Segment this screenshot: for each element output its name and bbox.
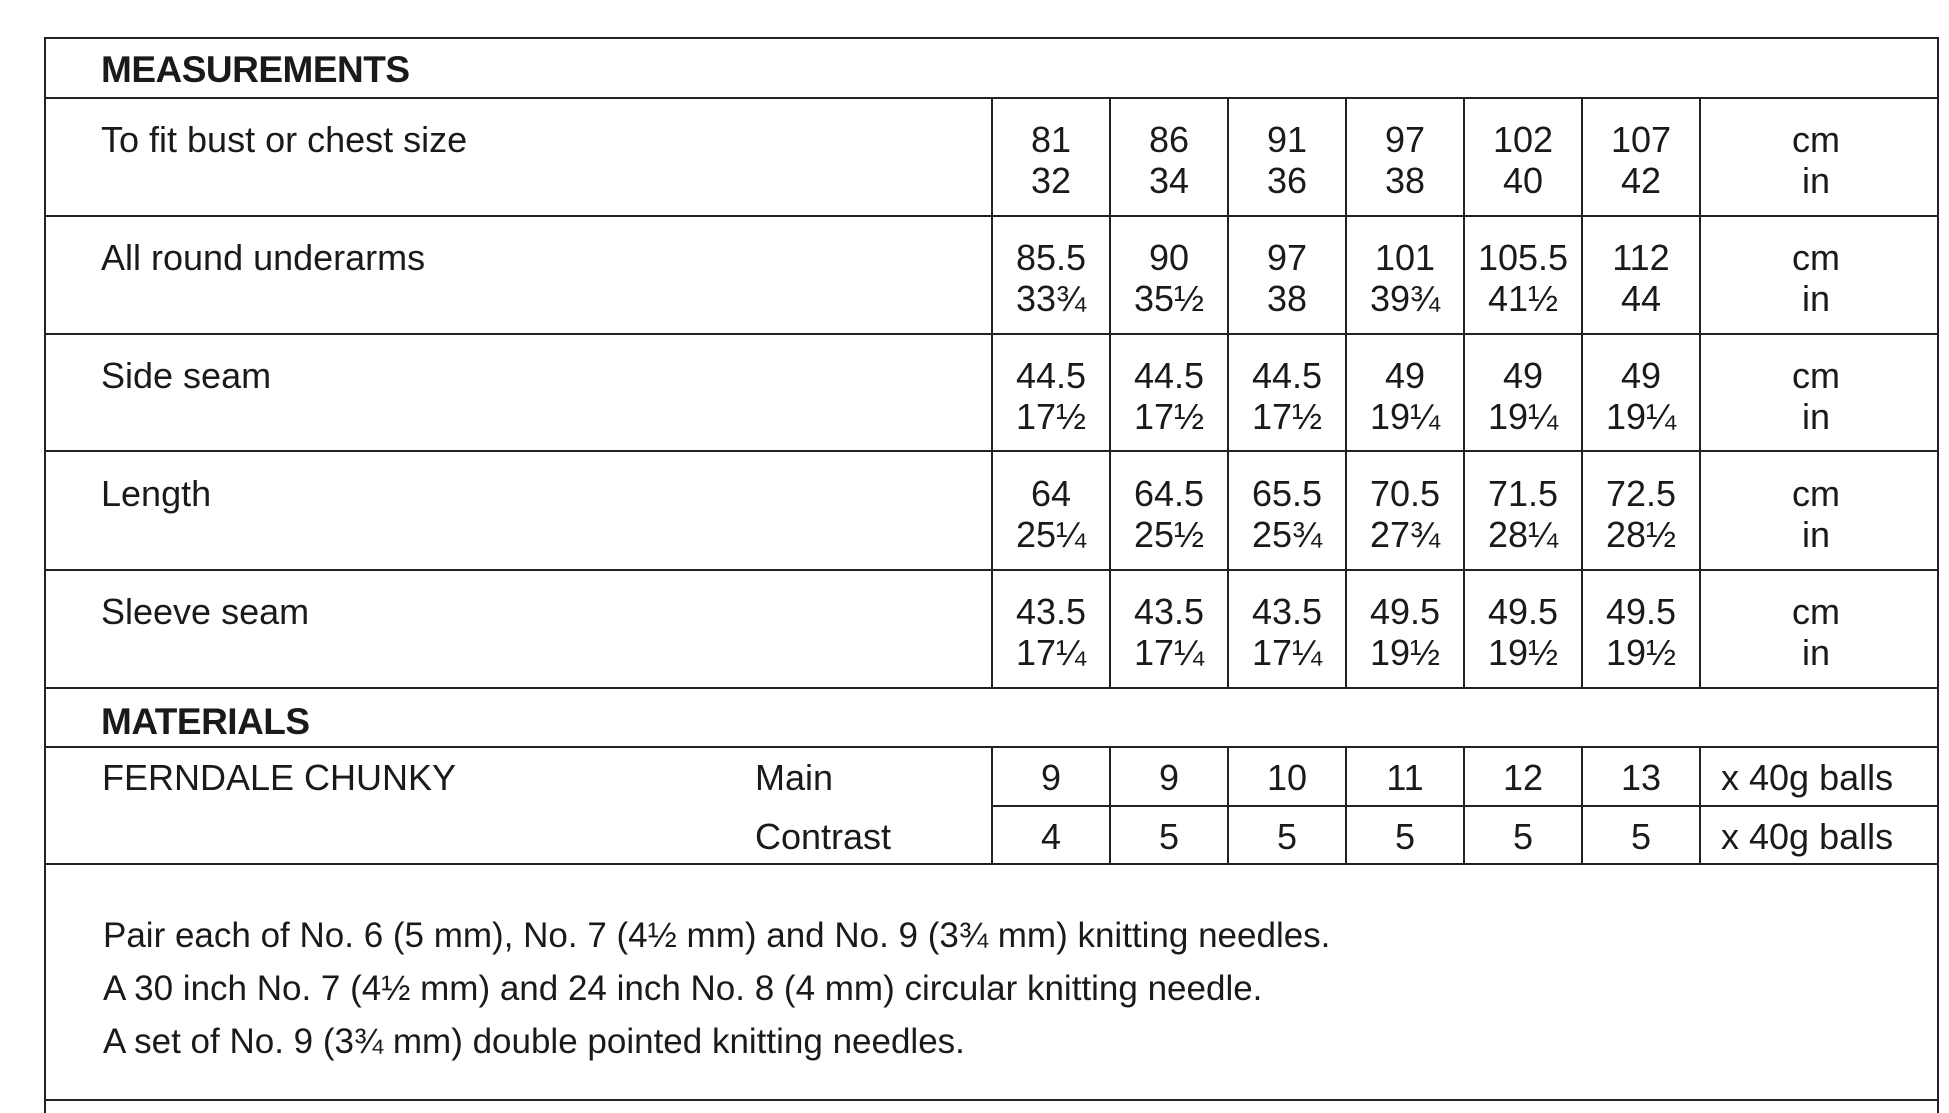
size-cell: 101 39¾ (1369, 237, 1441, 319)
needles-note: Pair each of No. 6 (5 mm), No. 7 (4½ mm) and No. 9 (3¾ mm) knitting needles. (103, 916, 1331, 955)
size-cell: 85.5 33¾ (1015, 237, 1087, 319)
size-cell: 97 38 (1384, 119, 1426, 201)
unit-cell: cm in (1792, 591, 1840, 673)
measurements-heading: MEASUREMENTS (101, 49, 410, 90)
ball-count: 11 (1386, 757, 1424, 798)
size-cell: 81 32 (1030, 119, 1072, 201)
ball-unit: x 40g balls (1721, 757, 1894, 798)
ball-count: 13 (1620, 757, 1662, 798)
size-cell: 49 19¼ (1487, 355, 1559, 437)
size-cell: 43.5 17¼ (1133, 591, 1205, 673)
ball-count: 4 (1040, 816, 1062, 857)
size-cell: 49 19¼ (1369, 355, 1441, 437)
ball-count: 5 (1512, 816, 1534, 857)
ball-count: 9 (1158, 757, 1180, 798)
pattern-table (44, 37, 1939, 1113)
size-cell: 97 38 (1266, 237, 1308, 319)
yarn-name: FERNDALE CHUNKY (102, 757, 457, 798)
row-label-sleeve-seam: Sleeve seam (101, 591, 310, 632)
row-label-side-seam: Side seam (101, 355, 272, 396)
size-cell: 91 36 (1266, 119, 1308, 201)
unit-cell: cm in (1792, 473, 1840, 555)
size-cell: 112 44 (1612, 237, 1670, 319)
size-cell: 64.5 25½ (1133, 473, 1205, 555)
size-cell: 70.5 27¾ (1369, 473, 1441, 555)
materials-row-label-contrast: Contrast (755, 816, 892, 857)
ball-unit: x 40g balls (1721, 816, 1894, 857)
size-cell: 44.5 17½ (1251, 355, 1323, 437)
ball-count: 5 (1276, 816, 1298, 857)
size-cell: 49.5 19½ (1605, 591, 1677, 673)
row-label-length: Length (101, 473, 212, 514)
ball-count: 5 (1394, 816, 1416, 857)
materials-heading: MATERIALS (101, 701, 310, 742)
size-cell: 44.5 17½ (1133, 355, 1205, 437)
unit-cell: cm in (1792, 355, 1840, 437)
row-label-bust: To fit bust or chest size (101, 119, 468, 160)
size-cell: 64 25¼ (1015, 473, 1087, 555)
ball-count: 10 (1266, 757, 1308, 798)
size-cell: 49.5 19½ (1369, 591, 1441, 673)
size-cell: 65.5 25¾ (1251, 473, 1323, 555)
size-cell: 86 34 (1148, 119, 1190, 201)
size-cell: 71.5 28¼ (1487, 473, 1559, 555)
ball-count: 9 (1040, 757, 1062, 798)
rule (46, 687, 1937, 689)
unit-cell: cm in (1792, 119, 1840, 201)
size-cell: 49 19¼ (1605, 355, 1677, 437)
rule (46, 1099, 1937, 1101)
ball-count: 12 (1502, 757, 1544, 798)
needles-note: A 30 inch No. 7 (4½ mm) and 24 inch No. 8 (4 mm) circular knitting needle. (103, 969, 1263, 1008)
size-cell: 102 40 (1492, 119, 1554, 201)
size-cell: 44.5 17½ (1015, 355, 1087, 437)
size-cell: 107 42 (1610, 119, 1672, 201)
needles-note: A set of No. 9 (3¾ mm) double pointed knitting needles. (103, 1022, 965, 1061)
unit-cell: cm in (1792, 237, 1840, 319)
rule (46, 863, 1937, 865)
size-cell: 43.5 17¼ (1251, 591, 1323, 673)
ball-count: 5 (1630, 816, 1652, 857)
materials-row-label-main: Main (755, 757, 834, 798)
size-cell: 49.5 19½ (1487, 591, 1559, 673)
size-cell: 105.5 41½ (1477, 237, 1569, 319)
ball-count: 5 (1158, 816, 1180, 857)
size-cell: 43.5 17¼ (1015, 591, 1087, 673)
size-cell: 90 35½ (1133, 237, 1205, 319)
row-label-underarms: All round underarms (101, 237, 426, 278)
size-cell: 72.5 28½ (1605, 473, 1677, 555)
